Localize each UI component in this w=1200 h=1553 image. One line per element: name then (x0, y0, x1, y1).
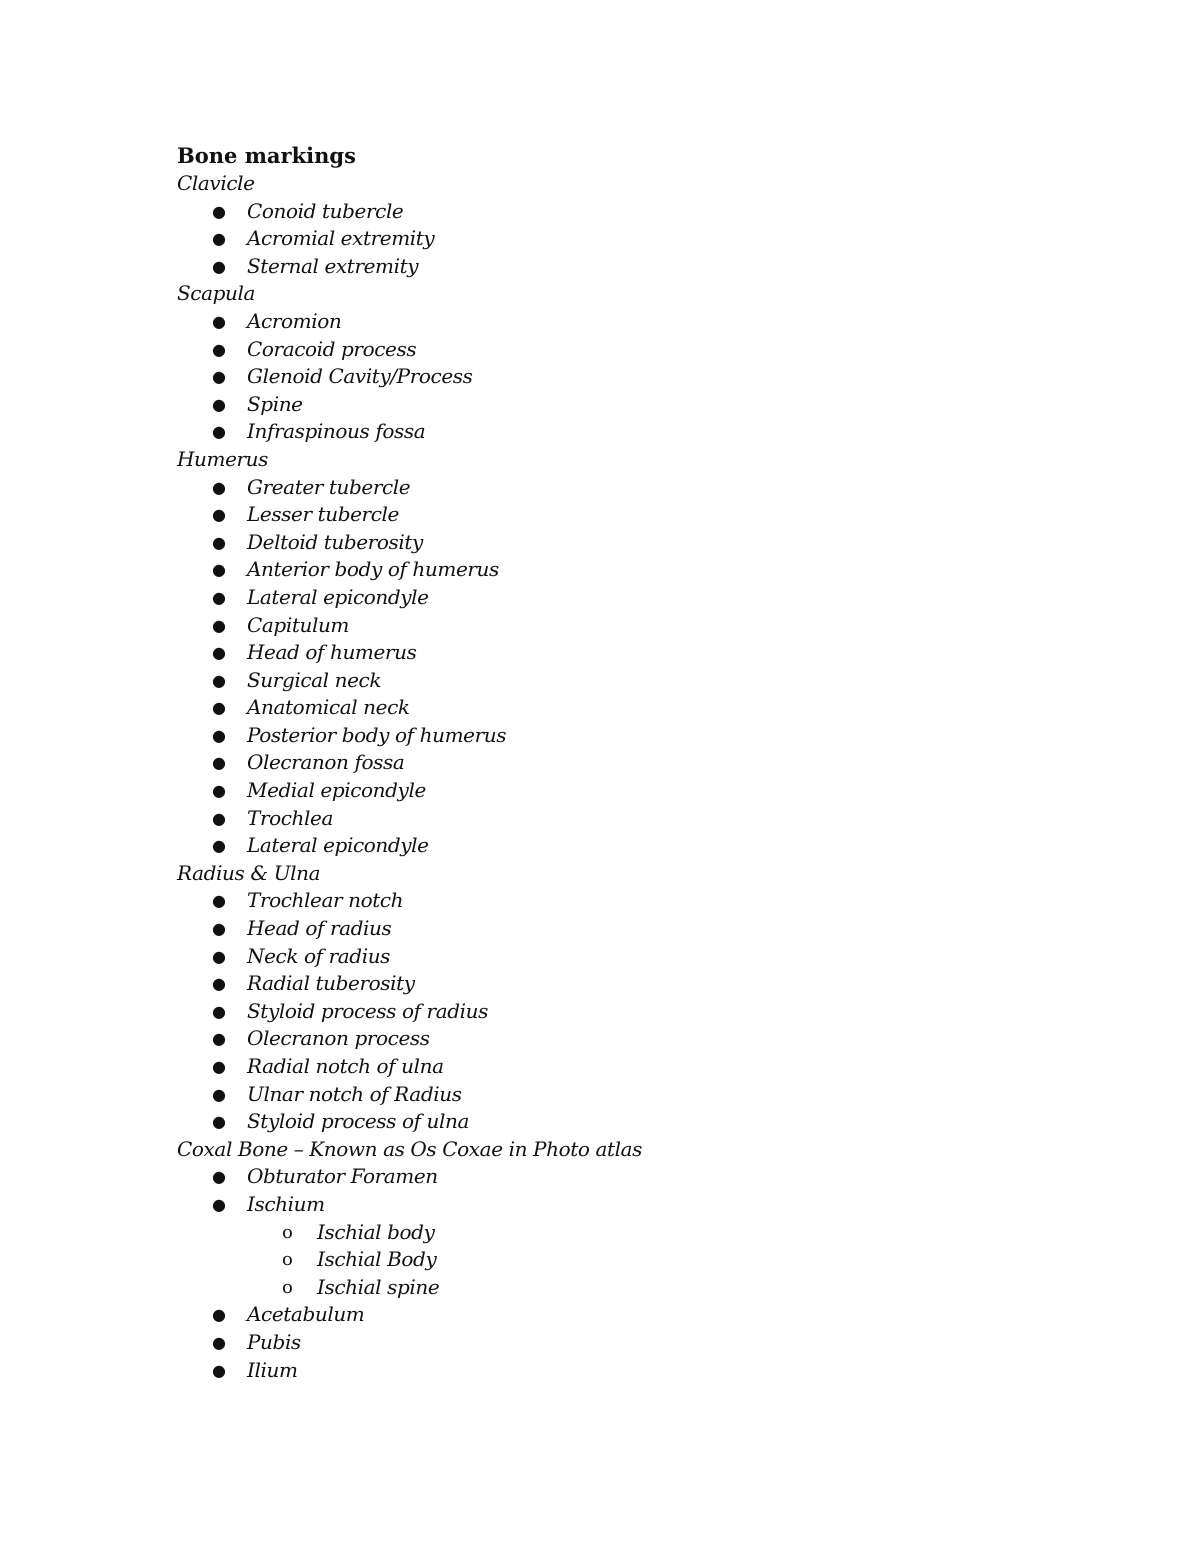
list-item-label: Glenoid Cavity/Process (247, 364, 473, 389)
bullet-dot-icon: ● (212, 422, 226, 442)
list-item (177, 639, 642, 667)
list-item-label: Anatomical neck (247, 695, 410, 720)
list-item (177, 529, 642, 557)
list-item-label: Acromion (247, 308, 342, 333)
list-item-label: Head of humerus (247, 640, 417, 665)
bullet-dot-icon: ● (212, 753, 226, 773)
bullet-dot-icon: ● (212, 477, 226, 497)
list-item (177, 694, 642, 722)
bullet-circle-icon: o (282, 1249, 293, 1271)
list-item-label: Ulnar notch of Radius (247, 1081, 462, 1106)
sub-list-item (177, 1219, 642, 1247)
list-item (177, 777, 642, 805)
list-item (177, 418, 642, 446)
list-item-label: Sternal extremity (247, 253, 419, 278)
list-item-label: Olecranon process (247, 1026, 430, 1051)
bullet-dot-icon: ● (212, 1112, 226, 1132)
list-item (177, 584, 642, 612)
bullet-list (177, 198, 642, 281)
list-item (177, 998, 642, 1026)
list-item (177, 1191, 642, 1219)
list-item-label: Lateral epicondyle (247, 584, 429, 609)
bullet-dot-icon: ● (212, 339, 226, 359)
list-item (177, 501, 642, 529)
list-item-label: Surgical neck (247, 667, 382, 692)
list-item (177, 1053, 642, 1081)
bullet-dot-icon: ● (212, 643, 226, 663)
bullet-circle-icon: o (282, 1221, 293, 1243)
section-heading-humerus: Humerus (177, 446, 269, 471)
bullet-dot-icon: ● (212, 505, 226, 525)
list-item (177, 805, 642, 833)
list-item-label: Ischium (247, 1191, 325, 1216)
list-item (177, 1329, 642, 1357)
list-item (177, 943, 642, 971)
bullet-dot-icon: ● (212, 201, 226, 221)
list-item-label: Lateral epicondyle (247, 833, 429, 858)
list-item (177, 722, 642, 750)
list-item (177, 667, 642, 695)
bullet-dot-icon: ● (212, 1332, 226, 1352)
document-title: Bone markings (177, 143, 356, 168)
bullet-dot-icon: ● (212, 725, 226, 745)
bullet-dot-icon: ● (212, 560, 226, 580)
bullet-dot-icon: ● (212, 1001, 226, 1021)
list-item-label: Spine (247, 391, 303, 416)
bullet-circle-icon: o (282, 1276, 293, 1298)
list-item (177, 1025, 642, 1053)
list-item-label: Head of radius (247, 916, 392, 941)
sub-list-item (177, 1246, 642, 1274)
bullet-dot-icon: ● (212, 670, 226, 690)
section-list (177, 170, 642, 1384)
section-heading-coxal-bone: Coxal Bone – Known as Os Coxae in Photo atlas (177, 1136, 642, 1161)
list-item (177, 1163, 642, 1191)
list-item-label: Lesser tubercle (247, 502, 399, 527)
sub-list-item-label: Ischial body (317, 1219, 435, 1244)
bullet-list (177, 887, 642, 1135)
list-item-label: Styloid process of ulna (247, 1109, 470, 1134)
list-item-label: Acromial extremity (247, 226, 435, 251)
list-item (177, 1081, 642, 1109)
list-item (177, 1301, 642, 1329)
sub-list-item-label: Ischial spine (317, 1274, 440, 1299)
section-heading-radius-ulna: Radius & Ulna (177, 860, 321, 885)
list-item (177, 198, 642, 226)
bullet-dot-icon: ● (212, 311, 226, 331)
list-item-label: Styloid process of radius (247, 998, 488, 1023)
list-item-label: Deltoid tuberosity (247, 529, 423, 554)
list-item-label: Radial tuberosity (247, 971, 415, 996)
list-item-label: Neck of radius (247, 943, 391, 968)
list-item-label: Acetabulum (247, 1302, 365, 1327)
list-item (177, 363, 642, 391)
list-item (177, 308, 642, 336)
list-item (177, 915, 642, 943)
bullet-dot-icon: ● (212, 781, 226, 801)
bullet-dot-icon: ● (212, 229, 226, 249)
bullet-dot-icon: ● (212, 836, 226, 856)
list-item-label: Capitulum (247, 612, 349, 637)
list-item (177, 832, 642, 860)
bullet-dot-icon: ● (212, 1167, 226, 1187)
bullet-dot-icon: ● (212, 367, 226, 387)
bullet-dot-icon: ● (212, 808, 226, 828)
list-item-label: Ilium (247, 1357, 298, 1382)
list-item-label: Trochlea (247, 805, 333, 830)
list-item (177, 887, 642, 915)
list-item-label: Trochlear notch (247, 888, 404, 913)
list-item (177, 1108, 642, 1136)
list-item (177, 749, 642, 777)
list-item (177, 336, 642, 364)
list-item (177, 474, 642, 502)
list-item (177, 556, 642, 584)
bullet-dot-icon: ● (212, 946, 226, 966)
bullet-list (177, 1163, 642, 1384)
document-body (177, 142, 642, 1384)
section-heading-scapula: Scapula (177, 281, 256, 306)
list-item (177, 1357, 642, 1385)
list-item (177, 970, 642, 998)
list-item (177, 225, 642, 253)
list-item-label: Medial epicondyle (247, 778, 426, 803)
bullet-list (177, 474, 642, 860)
sub-list-item-label: Ischial Body (317, 1247, 437, 1272)
bullet-dot-icon: ● (212, 698, 226, 718)
bullet-dot-icon: ● (212, 1084, 226, 1104)
bullet-list (177, 308, 642, 446)
list-item-label: Radial notch of ulna (247, 1054, 444, 1078)
bullet-dot-icon: ● (212, 1029, 226, 1049)
list-item-label: Posterior body of humerus (247, 722, 507, 747)
bullet-dot-icon: ● (212, 919, 226, 939)
bullet-dot-icon: ● (212, 1194, 226, 1214)
list-item (177, 612, 642, 640)
section-heading-clavicle: Clavicle (177, 171, 255, 195)
list-item-label: Greater tubercle (247, 474, 411, 499)
bullet-dot-icon: ● (212, 1305, 226, 1325)
bullet-dot-icon: ● (212, 394, 226, 414)
list-item (177, 253, 642, 281)
bullet-dot-icon: ● (212, 1057, 226, 1076)
list-item-label: Infraspinous fossa (247, 419, 426, 444)
bullet-dot-icon: ● (212, 532, 226, 552)
bullet-dot-icon: ● (212, 615, 226, 635)
bullet-dot-icon: ● (212, 891, 226, 911)
list-item-label: Coracoid process (247, 336, 417, 361)
list-item-label: Olecranon fossa (247, 750, 405, 775)
list-item-label: Conoid tubercle (247, 198, 404, 223)
bullet-dot-icon: ● (212, 1360, 226, 1380)
bullet-dot-icon: ● (212, 974, 226, 994)
list-item-label: Anterior body of humerus (247, 557, 499, 582)
list-item-label: Obturator Foramen (247, 1164, 438, 1189)
list-item (177, 391, 642, 419)
sub-list-item (177, 1274, 642, 1302)
bullet-dot-icon: ● (212, 587, 226, 607)
bullet-dot-icon: ● (212, 256, 226, 276)
list-item-label: Pubis (247, 1329, 301, 1354)
